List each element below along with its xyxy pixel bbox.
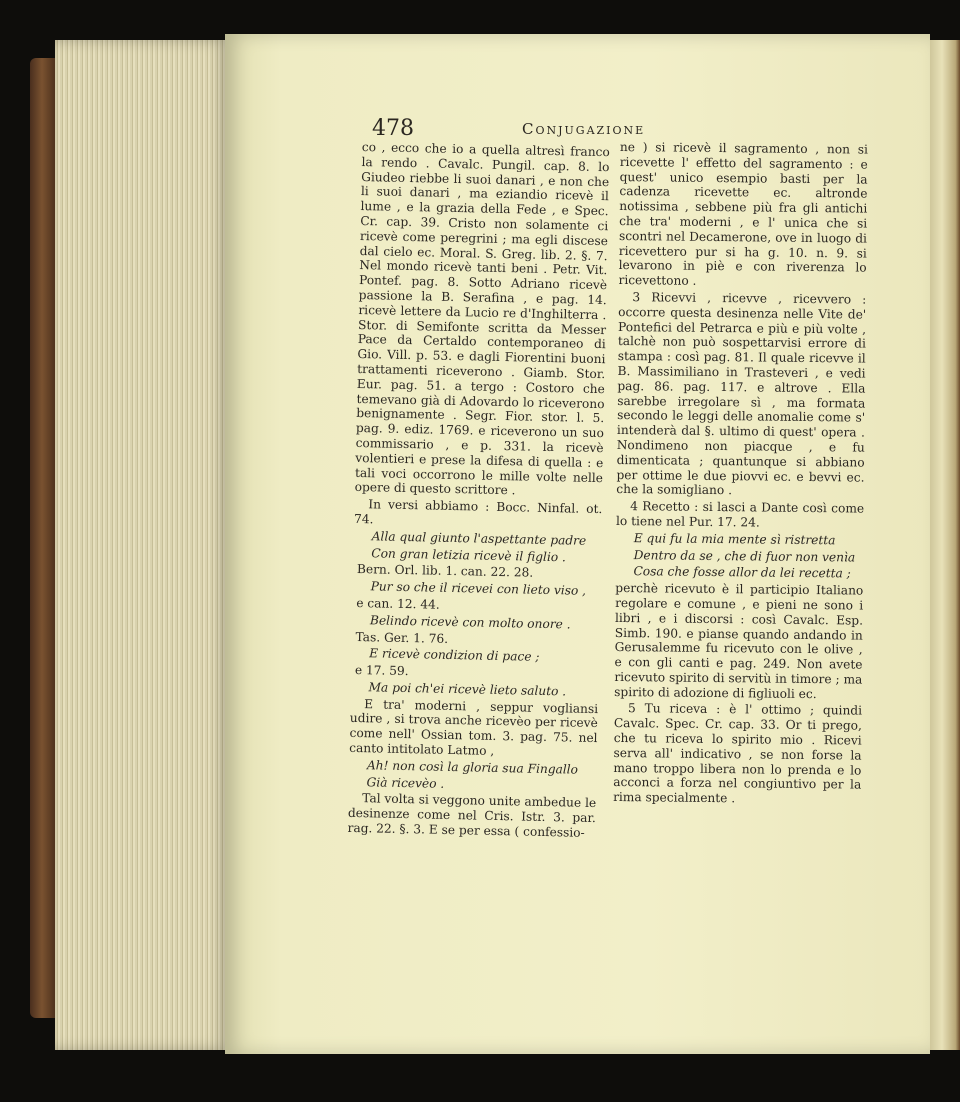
paragraph: co , ecco che io a quella altresì franco la rendo . Cavalc. Pungil. cap. 8. lo Giudeo riebbe li suoi danari , e non che li suoi danari , ma eziandio ricevè il lume , e la grazia della Fede , e Spec. Cr. cap. 39. Cristo non solamente ci ricevè come peregrini ; ma egli discese dal cielo ec. Moral. S. Greg. lib. 2. §. 7. Nel mondo ricevè tanti beni . Petr. Vit. Pontef. pag. 8. Sotto Adriano ricevè passione la B. Serafina , e pag. 14. ricevè lettere da Lucio re d'Inghilterra . Stor. di Semifonte scritta da Messer Pace da Certaldo contemporaneo di Gio. Vill. p. 53. e dagli Fiorentini buoni trattamenti riceverono . Giamb. Stor. Eur. pag. 51. a tergo : Costoro che temevano già di Adovardo lo riceverono benignamente . Segr. Fior. stor. l. 5. pag. 9. ediz. 1769. e riceverono un suo commissario , e p. 331. la ricevè volentieri e prese la difesa di quella : e tali voci occorrono le mille volte nelle opere di questo scrittore . — [354, 140, 610, 498]
facing-page-edge — [930, 40, 960, 1050]
verse-line: Belindo ricevè con molto onore . — [369, 612, 571, 632]
verse-line: Ma poi ch'ei ricevè lieto saluto . — [368, 680, 567, 699]
paragraph: 4 Recetto : si lasci a Dante così come lo tiene nel Pur. 17. 24. — [615, 499, 865, 530]
verse-line: Pur so che il ricevei con lieto viso , — [370, 579, 587, 598]
right-text-column — [613, 140, 868, 810]
paragraph: e can. 12. 44. — [356, 595, 440, 612]
verse-line: Ah! non così la gloria sua Fingallo — [366, 758, 579, 777]
verse-line: E qui fu la mia mente sì ristretta — [633, 530, 836, 547]
verse-line: E ricevè condizion di pace ; — [369, 646, 540, 665]
page-edges — [55, 40, 230, 1050]
paragraph: perchè ricevuto è il participio Italiano regolare e comune , e pieni ne sono i libri , e i discorsi : così Cavalc. Esp. Simb. 190. e pianse quando andando in Gerusalemme fu ricevuto con le olive , e con gli canti e pag. 249. Non avete ricevuto spirito di servitù in timore ; ma spirito di adozione di figliuoli ec. — [614, 581, 864, 701]
paragraph: Tas. Ger. 1. 76. — [355, 629, 449, 646]
running-head: Conjugazione — [522, 120, 646, 138]
verse-line: Dentro da se , che di fuor non venìa — [633, 547, 856, 565]
paragraph: Tal volta si veggono unite ambedue le desinenze come nel Cris. Istr. 3. par. rag. 22. §. 3. E se per essa ( confessio- — [347, 791, 597, 840]
paragraph: In versi abbiamo : Bocc. Ninfal. ot. 74. — [353, 497, 603, 527]
paragraph: E tra' moderni , seppur vogliansi udire , si trova anche ricevèo per ricevè come nell' Ossian tom. 3. pag. 75. nel canto intitolato Latmo , — [349, 696, 599, 758]
paragraph: 3 Ricevvi , ricevve , ricevvero : occorre questa desinenza nelle Vite de' Pontefici del Petrarca e più e più volte , talchè non può sospettarvisi errore di stampa : così pag. 81. Il quale ricevve il B. Massimiliano in Trasteveri , e vedi pag. 86. pag. 117. e altrove . Ella sarebbe irregolare sì , ma formata secondo le leggi delle anomalie come s' intenderà dal §. ultimo di quest' opera . Nondimeno non piacque , e fu dimenticata ; quantunque si abbiano per ottime le due piovvi ec. e bevvi ec. che la somigliano . — [616, 290, 867, 498]
paragraph: Bern. Orl. lib. 1. can. 22. 28. — [356, 562, 534, 580]
left-text-column — [347, 140, 610, 843]
verse-line: Già ricevèo . — [366, 774, 445, 791]
verse-line: Con gran letizia ricevè il figlio . — [371, 545, 567, 564]
verse-line: Alla qual giunto l'aspettante padre — [371, 529, 587, 548]
verse-line: Cosa che fosse allor da lei recetta ; — [633, 564, 851, 581]
paragraph: ne ) si ricevè il sagramento , non si ricevette l' effetto del sagramento : e quest' unico esempio basti per la cadenza ricevette ec. altronde notissima , sebbene più fra gli antichi che tra' moderni , e l' unica che si scontri nel Decamerone, ove in luogo di ricevettero pur si ha g. 10. n. 9. si levarono in piè e con riverenza lo ricevettono . — [618, 140, 868, 288]
paragraph: e 17. 59. — [354, 663, 409, 679]
page-number: 478 — [372, 116, 414, 141]
paragraph: 5 Tu riceva : è l' ottimo ; quindi Cavalc. Spec. Cr. cap. 33. Or ti prego, che tu riceva lo spirito mio . Ricevi serva all' indicativo , se non forse la mano troppo libera non lo prenda e lo acconci a forza nel congiuntivo per la rima specialmente . — [613, 701, 863, 806]
